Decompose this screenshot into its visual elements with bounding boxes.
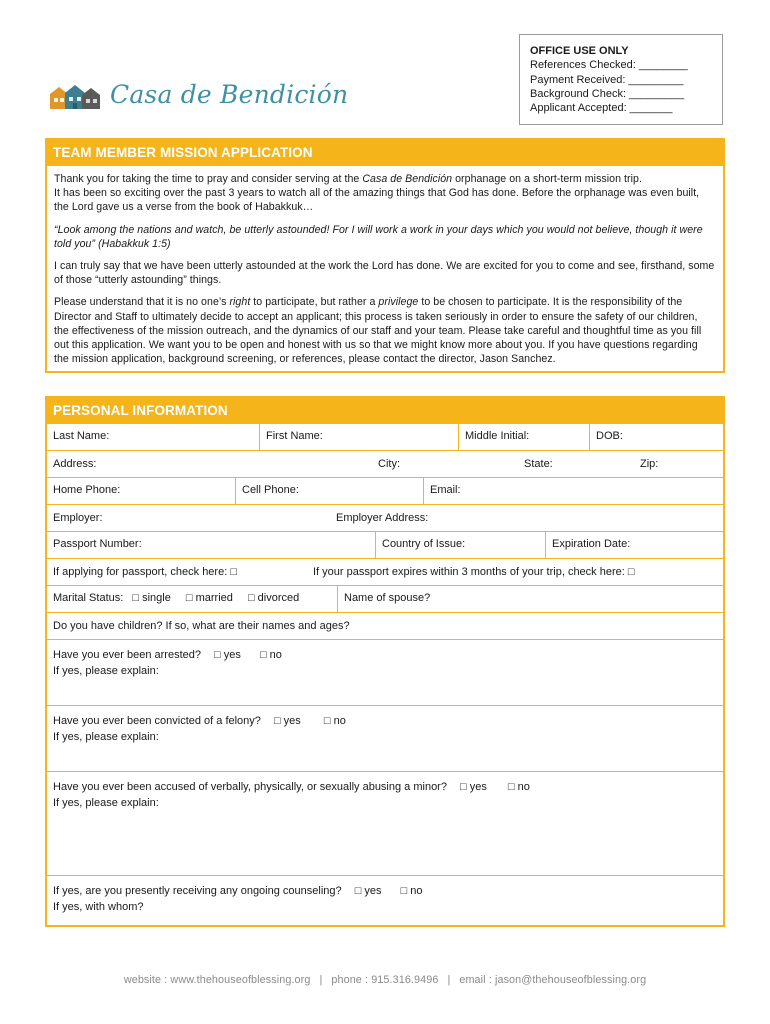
abuse-no-checkbox[interactable]: □ no xyxy=(507,781,530,793)
mission-application-section xyxy=(45,138,725,373)
logo xyxy=(48,78,348,118)
country-of-issue-field[interactable]: Country of Issue: xyxy=(375,532,545,558)
section-heading: TEAM MEMBER MISSION APPLICATION xyxy=(47,140,723,166)
home-phone-field[interactable]: Home Phone: xyxy=(53,484,121,496)
employer-label: Employer: xyxy=(53,512,103,524)
applying-passport-checkbox[interactable]: If applying for passport, check here: □ xyxy=(53,566,237,578)
employer-row[interactable] xyxy=(47,504,723,531)
footer-separator: | xyxy=(319,974,323,986)
counseling-yes-checkbox[interactable]: □ yes xyxy=(354,885,382,897)
houses-logo-icon xyxy=(48,84,102,110)
last-name-field[interactable]: Last Name: xyxy=(53,430,110,442)
counseling-no-checkbox[interactable]: □ no xyxy=(400,885,423,897)
address-row[interactable] xyxy=(47,450,723,477)
background-check-line: Background Check: _________ xyxy=(530,87,685,100)
children-question: Do you have children? If so, what are their names and ages? xyxy=(53,620,350,632)
abuse-yes-checkbox[interactable]: □ yes xyxy=(460,781,487,793)
spouse-name-field[interactable]: Name of spouse? xyxy=(337,586,723,612)
arrested-question[interactable] xyxy=(47,639,723,705)
abuse-question[interactable] xyxy=(47,771,723,875)
middle-initial-field[interactable]: Middle Initial: xyxy=(458,424,589,450)
expiration-date-field[interactable]: Expiration Date: xyxy=(545,532,723,558)
cell-phone-field[interactable]: Cell Phone: xyxy=(235,478,423,504)
explain-label: If yes, please explain: xyxy=(53,665,159,677)
arrested-yes-checkbox[interactable]: □ yes xyxy=(214,649,241,661)
email-field[interactable]: Email: xyxy=(423,478,723,504)
footer xyxy=(0,974,770,986)
name-row xyxy=(47,424,723,450)
explain-label: If yes, please explain: xyxy=(53,797,159,809)
applicant-accepted-line: Applicant Accepted: _______ xyxy=(530,102,673,115)
marital-row xyxy=(47,585,723,612)
footer-phone: phone : 915.316.9496 xyxy=(331,974,439,986)
abuse-label: Have you ever been accused of verbally, physically, or sexually abusing a minor? xyxy=(53,781,447,793)
married-checkbox[interactable]: □ married xyxy=(185,592,233,604)
city-label: City: xyxy=(378,458,400,470)
payment-received-line: Payment Received: _________ xyxy=(530,73,684,86)
passport-check-row xyxy=(47,558,723,585)
address-label: Address: xyxy=(53,458,97,470)
footer-email[interactable]: email : jason@thehouseofblessing.org xyxy=(459,974,647,986)
intro-body xyxy=(47,166,723,366)
arrested-label: Have you ever been arrested? xyxy=(53,649,201,661)
counseling-question[interactable] xyxy=(47,875,723,931)
bible-verse: “Look among the nations and watch, be utterly astounded! For I will work a work in your days which you would not believe, though it were told you” (Habakkuk 1:5) xyxy=(54,223,703,250)
counseling-label: If yes, are you presently receiving any ongoing counseling? xyxy=(53,885,342,897)
passport-number-field[interactable]: Passport Number: xyxy=(53,538,142,550)
section-heading: PERSONAL INFORMATION xyxy=(47,398,723,424)
first-name-field[interactable]: First Name: xyxy=(259,424,458,450)
employer-address-label: Employer Address: xyxy=(336,512,429,524)
felony-question[interactable] xyxy=(47,705,723,771)
footer-website[interactable]: website : www.thehouseofblessing.org xyxy=(123,974,311,986)
dob-field[interactable]: DOB: xyxy=(589,424,723,450)
intro-paragraph-3: I can truly say that we have been utterly astounded at the work the Lord has done. We are excited for you to come and see, firsthand, some of those “utterly astounding” things. xyxy=(54,260,715,287)
intro-paragraph-4: Please understand that it is no one’s right to participate, but rather a privilege to be chosen to participate. It is the responsibility of the Director and Staff to ultimately decide to accept an applicant; this process is taken seriously in order to ensure the safety of our children, the effectiveness of the mission outreach, and the dynamics of our staff and your team. Please take careful and thoughtful time as you fill out this application. We want you to be open and honest with us so that we might know more about you. If you have questions regarding the mission application, background screening, or references, please contact the director, Jason Sanchez. xyxy=(54,296,702,366)
explain-label: If yes, please explain: xyxy=(53,731,159,743)
with-whom-label: If yes, with whom? xyxy=(53,901,144,913)
zip-label: Zip: xyxy=(640,458,659,470)
felony-yes-checkbox[interactable]: □ yes xyxy=(273,715,301,727)
passport-row xyxy=(47,531,723,558)
references-checked-line: References Checked: ________ xyxy=(530,59,688,72)
personal-information-section xyxy=(45,396,725,927)
intro-paragraph-1: Thank you for taking the time to pray and consider serving at the Casa de Bendición orphanage on a short-term mission trip. It has been so exciting over the past 3 years to watch all of the amazing things that God has done. Before the orphanage was even built, the Lord gave us a verse from the book of Habakkuk… xyxy=(54,173,700,214)
office-use-box xyxy=(519,34,723,125)
logo-text: Casa de Bendición xyxy=(110,80,349,109)
felony-no-checkbox[interactable]: □ no xyxy=(323,715,346,727)
single-checkbox[interactable]: □ single xyxy=(132,592,171,604)
phone-row xyxy=(47,477,723,504)
arrested-no-checkbox[interactable]: □ no xyxy=(259,649,282,661)
office-use-title: OFFICE USE ONLY xyxy=(530,45,629,57)
marital-status-group xyxy=(47,586,337,612)
expiring-passport-checkbox[interactable]: If your passport expires within 3 months of your trip, check here: □ xyxy=(313,566,635,578)
state-label: State: xyxy=(524,458,553,470)
felony-label: Have you ever been convicted of a felony? xyxy=(53,715,261,727)
divorced-checkbox[interactable]: □ divorced xyxy=(247,592,300,604)
marital-status-label: Marital Status: xyxy=(53,592,124,604)
children-row[interactable] xyxy=(47,612,723,639)
footer-separator: | xyxy=(447,974,451,986)
